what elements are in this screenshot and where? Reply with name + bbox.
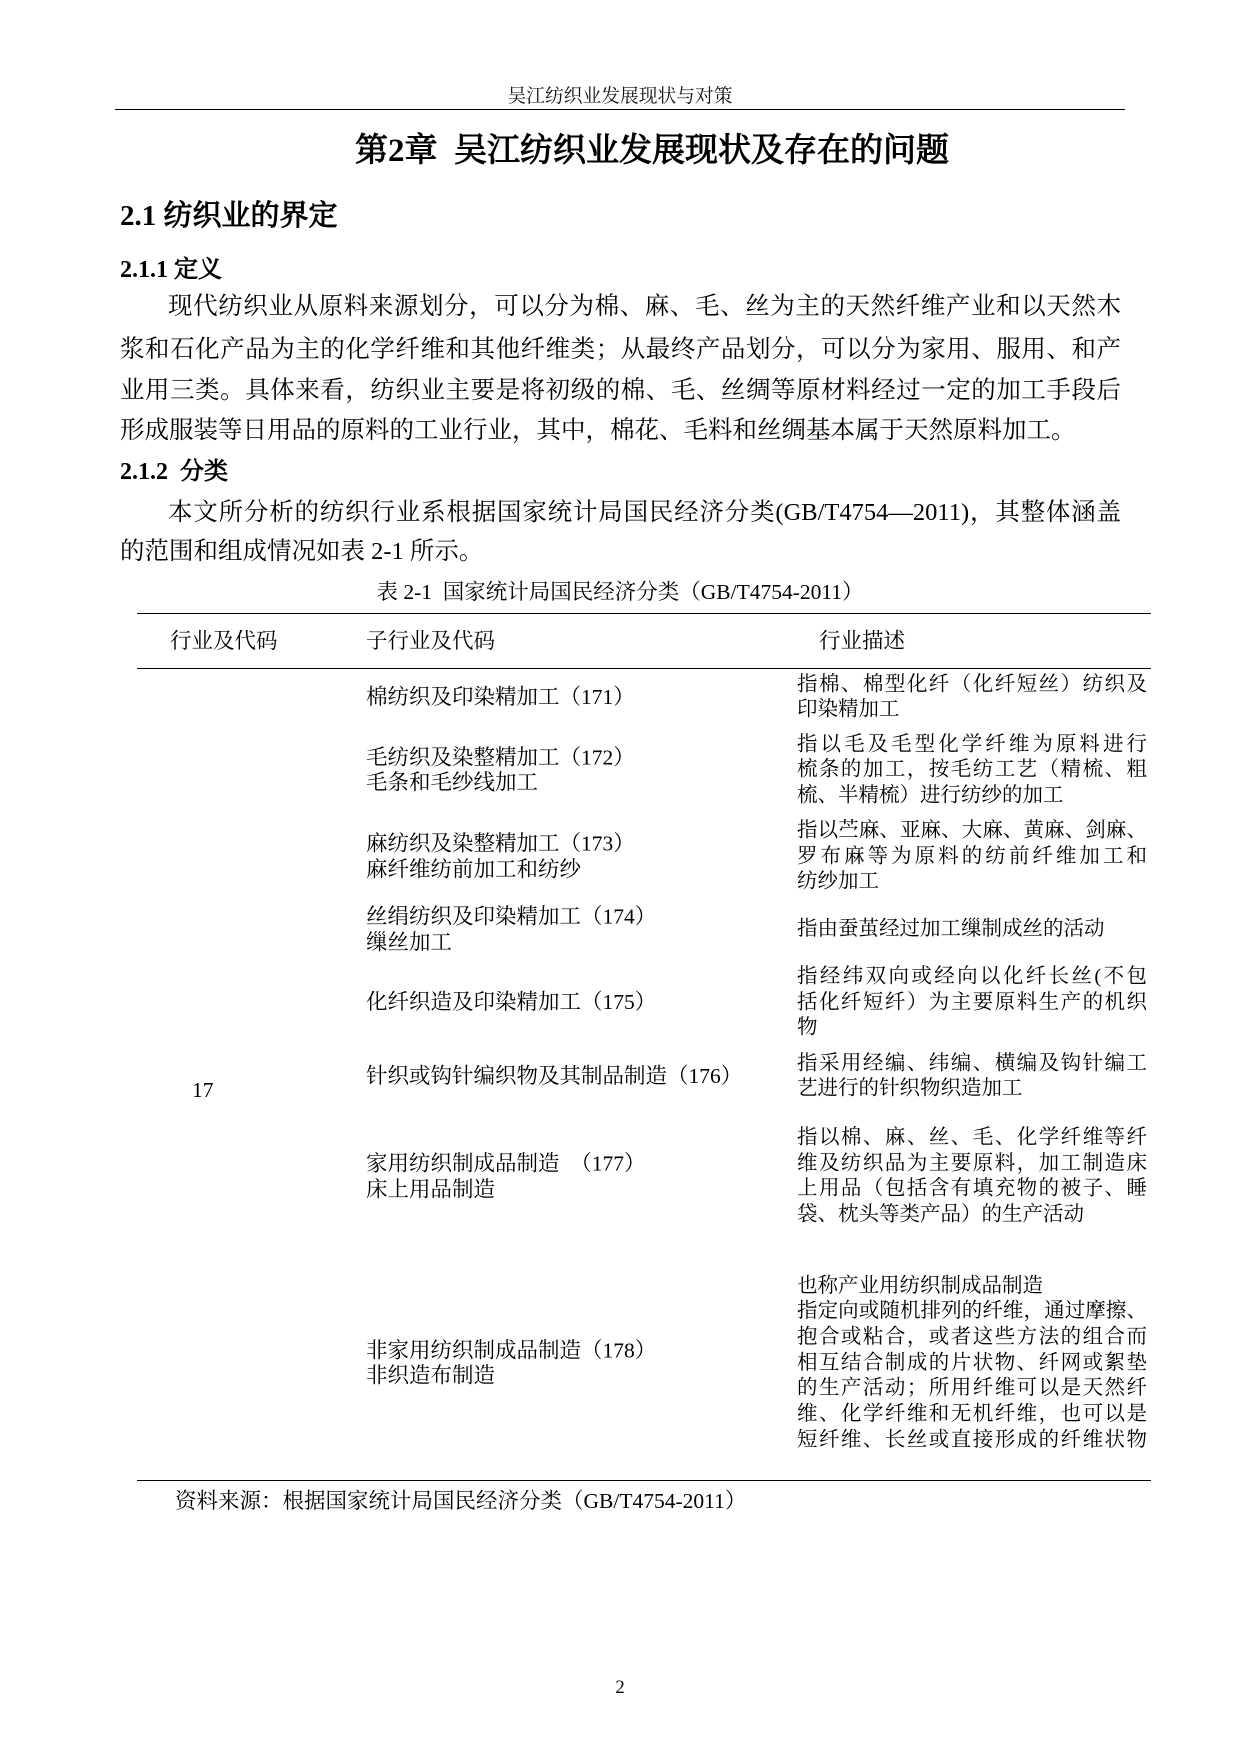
- description-line: 梳、半精梳）进行纺纱的加工: [797, 784, 1064, 807]
- description-line: 也称产业用纺织制成品制造: [797, 1274, 1043, 1297]
- column-header-industry-code: 行业及代码: [170, 629, 278, 653]
- subindustry-cell: [366, 990, 656, 1016]
- description-line: 指以棉、麻、丝、毛、化学纤维等纤: [797, 1126, 1147, 1149]
- description-cell: [797, 818, 1147, 895]
- subindustry-line: 丝绢纺织及印染精加工（174）: [366, 904, 657, 929]
- subindustry-cell: [366, 904, 656, 955]
- description-cell: [797, 1274, 1147, 1454]
- column-header-description: 行业描述: [819, 629, 906, 653]
- description-line: 印染精加工: [797, 698, 900, 721]
- section-heading: 2.1 纺织业的界定: [120, 200, 338, 232]
- description-line: 指经纬双向或经向以化纤长丝(不包: [797, 965, 1147, 988]
- description-line: 纺纱加工: [797, 870, 879, 893]
- description-line: 指定向或随机排列的纤维，通过摩擦、: [797, 1300, 1147, 1323]
- description-line: 维及纺织品为主要原料，加工制造床: [797, 1152, 1147, 1175]
- paragraph-line: 形成服装等日用品的原料的工业行业，其中，棉花、毛料和丝绸基本属于天然原料加工。: [120, 417, 1076, 444]
- description-line: 艺进行的针织物织造加工: [797, 1077, 1023, 1100]
- paragraph-line: 业用三类。具体来看，纺织业主要是将初级的棉、毛、丝绸等原材料经过一定的加工手段后: [120, 377, 1121, 404]
- subindustry-line: 针织或钩针编织物及其制品制造（176）: [366, 1063, 743, 1088]
- subindustry-cell: [366, 1151, 646, 1202]
- description-line: 罗布麻等为原料的纺前纤维加工和: [797, 845, 1147, 868]
- industry-code-cell: 17: [192, 1078, 214, 1102]
- table-row: [0, 816, 1241, 898]
- subindustry-line: 棉纺织及印染精加工（171）: [366, 684, 635, 709]
- page-number: 2: [615, 1677, 625, 1698]
- subsection-heading-definition: 2.1.1 定义: [120, 257, 222, 283]
- subindustry-cell: [366, 831, 635, 882]
- description-line: 指以毛及毛型化学纤维为原料进行: [797, 732, 1147, 755]
- description-line: 指采用经编、纬编、横编及钩针编工: [797, 1051, 1147, 1074]
- description-line: 抱合或粘合，或者这些方法的组合而: [797, 1325, 1147, 1348]
- subindustry-line: 毛条和毛纱线加工: [366, 770, 539, 795]
- table-header-rule: [137, 668, 1151, 669]
- subindustry-cell: [366, 1064, 742, 1090]
- table-row: [0, 1109, 1241, 1245]
- description-cell: [797, 672, 1147, 723]
- table-source-note: 资料来源：根据国家统计局国民经济分类（GB/T4754-2011）: [175, 1489, 747, 1513]
- description-cell: [797, 732, 1147, 809]
- description-line: 袋、枕头等类产品）的生产活动: [797, 1203, 1084, 1226]
- running-header: 吴江纺织业发展现状与对策: [507, 86, 733, 107]
- subindustry-line: 毛纺织及染整精加工（172）: [366, 744, 635, 769]
- subindustry-line: 非家用纺织制成品制造（178）: [366, 1337, 657, 1362]
- paragraph-line: 本文所分析的纺织行业系根据国家统计局国民经济分类(GB/T4754—2011)，其整体涵盖: [168, 499, 1121, 526]
- paragraph-line: 现代纺织业从原料来源划分，可以分为棉、麻、毛、丝为主的天然纤维产业和以天然木: [168, 293, 1121, 320]
- description-line: 指由蚕茧经过加工缫制成丝的活动: [797, 918, 1105, 941]
- subsection-heading-classification: 2.1.2 分类: [120, 459, 228, 485]
- description-line: 相互结合制成的片状物、纤网或絮垫: [797, 1351, 1147, 1374]
- subindustry-line: 麻纤维纺前加工和纺纱: [366, 857, 582, 881]
- description-line: 指棉、棉型化纤（化纤短丝）纺织及: [797, 672, 1147, 695]
- subindustry-cell: [366, 1338, 656, 1389]
- paragraph-line: 的范围和组成情况如表 2-1 所示。: [120, 538, 484, 565]
- table-row: [0, 670, 1241, 725]
- subindustry-line: 缫丝加工: [366, 930, 453, 954]
- description-cell: [797, 1051, 1147, 1102]
- table-caption: 表 2-1 国家统计局国民经济分类（GB/T4754-2011）: [376, 580, 864, 604]
- header-rule: [115, 109, 1125, 110]
- table-row: [0, 962, 1241, 1044]
- subindustry-line: 非织造布制造: [366, 1363, 496, 1388]
- subindustry-cell: [366, 745, 635, 796]
- subindustry-line: 床上用品制造: [366, 1177, 496, 1201]
- description-cell: [797, 964, 1147, 1041]
- table-row: [0, 1246, 1241, 1481]
- description-line: 短纤维、长丝或直接形成的纤维状物: [797, 1428, 1147, 1451]
- description-line: 维、化学纤维和无机纤维，也可以是: [797, 1403, 1147, 1426]
- description-line: 括化纤短纤）为主要原料生产的机织: [797, 991, 1147, 1014]
- description-line: 的生产活动；所用纤维可以是天然纤: [797, 1377, 1147, 1400]
- subindustry-line: 化纤织造及印染精加工（175）: [366, 990, 657, 1015]
- column-header-subindustry-code: 子行业及代码: [366, 629, 496, 653]
- description-line: 上用品（包括含有填充物的被子、睡: [797, 1178, 1147, 1200]
- description-line: 梳条的加工，按毛纺工艺（精梳、粗: [797, 758, 1147, 781]
- description-line: 指以苎麻、亚麻、大麻、黄麻、剑麻、: [797, 819, 1147, 842]
- table-row: [0, 725, 1241, 816]
- subindustry-line: 麻纺织及染整精加工（173）: [366, 831, 635, 856]
- subindustry-cell: [366, 685, 635, 711]
- description-cell: [797, 917, 1147, 943]
- table-bottom-rule: [137, 1480, 1151, 1481]
- chapter-title: 第2章 吴江纺织业发展现状及存在的问题: [355, 133, 949, 169]
- table-row: [0, 898, 1241, 962]
- description-cell: [797, 1126, 1147, 1229]
- paragraph-line: 浆和石化产品为主的化学纤维和其他纤维类；从最终产品划分，可以分为家用、服用、和产: [120, 336, 1121, 363]
- table-top-rule: [137, 613, 1151, 614]
- subindustry-line: 家用纺织制成品制造 （177）: [366, 1151, 646, 1176]
- description-line: 物: [797, 1016, 818, 1039]
- table-row: [0, 1044, 1241, 1109]
